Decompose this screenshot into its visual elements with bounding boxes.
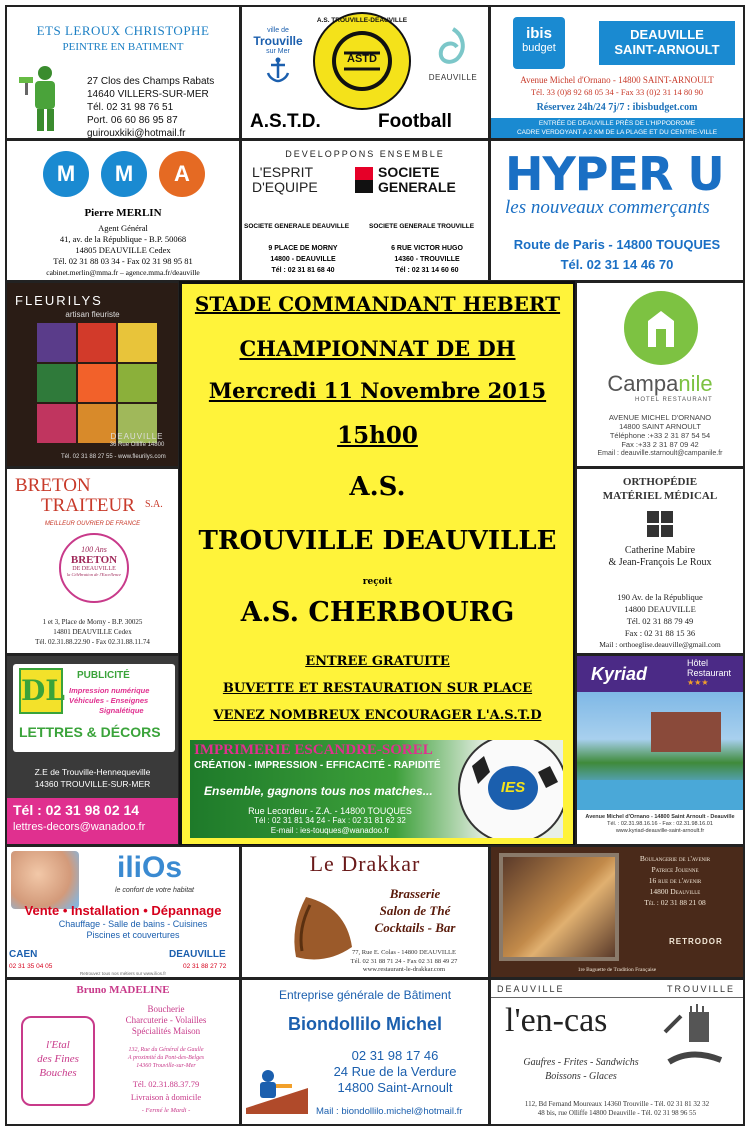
ibis-address: Avenue Michel d'Ornano - 14800 SAINT-ARNOULT — [520, 75, 714, 85]
madeline-line1: Boucherie — [147, 1004, 185, 1014]
madeline-addr2: A proximité du Pont-des-Belges — [127, 1055, 205, 1061]
ad-hyper-u — [489, 139, 745, 282]
imprimerie-tagline: CRÉATION - IMPRESSION - EFFICACITÉ - RAPIDITÉ — [194, 760, 441, 771]
leroux-subtitle: PEINTRE EN BATIMENT — [62, 41, 184, 53]
lettres-email: lettres-decors@wanadoo.fr — [13, 821, 146, 833]
match-poster — [179, 281, 576, 847]
drakkar-logo: Le Drakkar — [309, 851, 421, 876]
badge-ring-text: A.S. TROUVILLE-DEAUVILLE — [316, 17, 408, 24]
leroux-line1: 27 Clos des Champs Rabats — [87, 76, 215, 87]
fleurilys-address: 36 Rue Olliffe 14800 — [109, 442, 165, 448]
ad-campanile — [575, 281, 745, 468]
ad-imprimerie — [190, 740, 563, 838]
imprimerie-line3: E-mail : ies-touques@wanadoo.fr — [270, 826, 390, 835]
lettres-contact-box — [7, 798, 178, 844]
ibis-booking: Réservez 24h/24 7j/7 : ibisbudget.com — [536, 102, 698, 113]
campanile-name-2: nile — [678, 371, 713, 396]
breton-line2: 14801 DEAUVILLE Cedex — [53, 628, 132, 636]
ad-lettres-decors — [5, 654, 180, 846]
ad-madeline — [5, 978, 241, 1126]
sg-trouville-1: 6 RUE VICTOR HUGO — [391, 245, 463, 252]
mma-circle-2: M — [101, 151, 147, 197]
campanile-line3: Téléphone :+33 2 31 87 54 54 — [609, 431, 711, 440]
madeline-addr1: 132, Rue du Général de Gaulle — [128, 1047, 204, 1053]
ilios-deauville-phone: 02 31 88 27 72 — [183, 963, 227, 970]
boulangerie-footer: 1re Baguette de Tradition Française — [577, 967, 657, 973]
ortho-name-2: & — [608, 557, 617, 568]
boulangerie-line1: Boulangerie de l'avenir — [639, 854, 711, 863]
kyriad-line3: www.kyriad-deauville-saint-arnoult.fr — [615, 828, 705, 834]
ortho-title-1: ORTHOPÉDIE — [622, 476, 698, 488]
mma-agent-name: Pierre MERLIN — [84, 207, 162, 219]
ilios-caen: CAEN — [9, 949, 38, 960]
ad-societe-generale — [240, 139, 490, 282]
ad-astd — [240, 5, 490, 140]
hyperu-address: Route de Paris - 14800 TOUQUES — [513, 237, 721, 252]
drakkar-line-brasserie: Brasserie — [389, 886, 441, 901]
sg-trouville-3: Tél : 02 31 14 60 60 — [395, 267, 459, 274]
lettres-item3: Signalétique — [99, 706, 144, 715]
ortho-email: Mail : orthoeglise.deauville@gmail.com — [599, 640, 721, 649]
ad-ibis — [489, 5, 745, 140]
deauville-swirl-icon — [435, 27, 471, 67]
ad-leroux — [5, 5, 241, 140]
breton-line3: Tél. 02.31.88.22.90 - Fax 02.31.88.11.74 — [35, 638, 150, 646]
poster-time: 15h00 — [337, 422, 418, 449]
ad-biondollilo — [240, 978, 490, 1126]
food-icon — [661, 1002, 731, 1074]
ad-en-cas — [489, 978, 745, 1126]
boulangerie-line3: 16 rue de l'avenir — [648, 876, 702, 885]
lettres-logo-text: LETTRES & DÉCORS — [19, 724, 161, 740]
breton-name-2: TRAITEUR — [41, 495, 135, 516]
kyriad-logo: Kyriad — [591, 664, 648, 684]
madeline-delivery: Livraison à domicile — [130, 1092, 202, 1102]
boulangerie-line5: Tél : 02 31 88 21 08 — [644, 898, 706, 907]
mma-line3: Tél. 02 31 88 03 34 - Fax 02 31 98 95 81 — [53, 256, 193, 266]
campanile-email: Email : deauville.starnoult@campanile.fr — [597, 450, 723, 457]
breton-name-1: BRETON — [15, 475, 91, 496]
ortho-name-3: Jean-François Le Roux — [618, 557, 712, 568]
ilios-logo: iliOs — [117, 851, 183, 884]
encas-top-left: DEAUVILLE — [497, 984, 565, 994]
poster-free-entry: ENTREE GRATUITE — [305, 654, 450, 669]
mma-logo — [43, 151, 205, 199]
ortho-line1: 190 Av. de la République — [617, 592, 703, 602]
poster-home-1: A.S. — [349, 472, 406, 502]
ad-fleurilys — [5, 281, 180, 468]
lettres-logo-box — [13, 664, 175, 752]
drakkar-addr: 77, Rue E. Colas - 14800 DEAUVILLE — [352, 949, 456, 956]
kyriad-stars: ★★★ — [687, 678, 709, 687]
biondollilo-email: Mail : biondollilo.michel@hotmail.fr — [316, 1106, 463, 1117]
imprimerie-line1: Rue Lecordeur - Z.A. - 14800 TOUQUES — [248, 806, 412, 816]
ortho-line2: 14800 DEAUVILLE — [624, 604, 696, 614]
campanile-logo-icon — [624, 291, 698, 365]
lettres-addr1: Z.E de Trouville-Hennequeville — [34, 767, 151, 777]
encas-addr1: 112, Bd Fernand Moureaux 14360 Trouville - Tél. 02 31 81 32 32 — [524, 1100, 710, 1108]
sg-name-2: GENERALE — [378, 179, 456, 195]
imprimerie-title: IMPRIMERIE ESCANDRE-SOREL — [194, 742, 433, 758]
sg-name-1: SOCIETE — [378, 164, 440, 180]
sg-top: DEVELOPPONS ENSEMBLE — [285, 149, 445, 159]
lettres-addr2: 14360 TROUVILLE-SUR-MER — [34, 779, 151, 789]
encas-logo: l'en-cas — [505, 1002, 608, 1039]
shop-sign: l'Etal des Fines Bouches — [21, 1016, 95, 1106]
breton-line1: 1 et 3, Place de Morny - B.P. 30025 — [42, 618, 143, 626]
sg-deauville-1: 9 PLACE DE MORNY — [268, 245, 338, 252]
astd-name: A.S.T.D. — [250, 111, 321, 132]
madeline-closed: - Fermé le Mardi - — [141, 1107, 191, 1114]
encas-top-right: TROUVILLE — [667, 984, 736, 994]
ad-drakkar — [240, 845, 490, 979]
fleurilys-city: DEAUVILLE — [110, 432, 164, 441]
sg-deauville-2: 14800 - DEAUVILLE — [270, 256, 336, 263]
ilios-sub: le confort de votre habitat — [115, 887, 194, 894]
ad-orthopedie — [575, 467, 745, 655]
campanile-sub: HOTEL RESTAURANT — [635, 397, 713, 403]
sg-deauville-3: Tél : 02 31 81 68 40 — [271, 267, 335, 274]
dl-logo: DL — [19, 668, 63, 714]
badge-center: ASTD — [347, 53, 377, 65]
ilios-services-1: Chauffage - Salle de bains - Cuisines — [58, 919, 208, 929]
leroux-line4: Port. 06 60 86 95 87 — [87, 115, 178, 126]
poster-away: A.S. CHERBOURG — [240, 597, 515, 628]
madeline-addr3: 14360 Trouville-sur-Mer — [136, 1063, 196, 1069]
ortho-logo-icon — [647, 511, 673, 537]
ilios-footer: Retrouvez tous nos métiers sur www.ilios.fr — [79, 971, 167, 976]
mma-line2: 14805 DEAUVILLE Cedex — [75, 245, 171, 255]
drakkar-line-cocktails: Cocktails - Bar — [374, 920, 456, 935]
deauville-logo: DEAUVILLE — [420, 27, 486, 82]
ortho-name-1: Catherine Mabire — [624, 545, 696, 556]
mma-circle-3: A — [159, 151, 205, 197]
fleurilys-phone: Tél. 02 31 88 27 55 - www.fleurilys.com — [61, 454, 166, 460]
retrodor-logo: RETRODOR — [669, 937, 723, 946]
sg-esprit-2: D'EQUIPE — [252, 179, 318, 195]
kyriad-photo — [577, 692, 743, 810]
astd-badge — [312, 11, 412, 111]
ibis-phone: Tél. 33 (0)8 92 68 05 34 - Fax 33 (0)2 31 14 80 90 — [530, 87, 704, 97]
ortho-line4: Fax : 02 31 88 15 36 — [624, 628, 696, 638]
kyriad-h2: Restaurant — [687, 668, 732, 678]
imprimerie-slogan: Ensemble, gagnons tous nos matches... — [204, 784, 433, 798]
mma-circle-1: M — [43, 151, 89, 197]
hyperu-logo: HYPER U — [505, 147, 724, 201]
boulangerie-line4: 14800 Deauville — [649, 887, 701, 896]
leroux-title: ETS LEROUX CHRISTOPHE — [36, 23, 210, 38]
lettres-phone: Tél : 02 31 98 02 14 — [13, 802, 140, 818]
sg-trouville-2: 14360 - TROUVILLE — [394, 256, 460, 263]
anchor-icon — [263, 57, 293, 83]
fleurilys-sub: artisan fleuriste — [65, 310, 120, 319]
ilios-deauville: DEAUVILLE — [169, 949, 226, 960]
encas-addr2: 48 bis, rue Olliffe 14800 Deauville - Tél. 02 31 98 96 55 — [537, 1109, 697, 1117]
ortho-line3: Tél. 02 31 88 79 49 — [626, 616, 694, 626]
poster-date: Mercredi 11 Novembre 2015 — [208, 378, 547, 403]
biondollilo-street: 24 Rue de la Verdure — [333, 1064, 457, 1079]
poster-call: VENEZ NOMBREUX ENCOURAGER L'A.S.T.D — [213, 708, 542, 723]
madeline-line2: Charcuterie - Volailles — [125, 1015, 207, 1025]
ilios-services-2: Piscines et couvertures — [86, 930, 180, 940]
poster-food: BUVETTE ET RESTAURATION SUR PLACE — [222, 681, 533, 696]
biondollilo-title: Entreprise générale de Bâtiment — [278, 988, 452, 1002]
boulangerie-line2: Patrice Jouenne — [651, 865, 699, 874]
drakkar-phone: Tél. 02 31 88 71 24 - Fax 02 31 88 49 27 — [350, 957, 458, 965]
biondollilo-city: 14800 Saint-Arnoult — [337, 1080, 453, 1095]
biondollilo-phone: 02 31 98 17 46 — [351, 1048, 439, 1063]
encas-line1: Gaufres - Frites - Sandwichs — [523, 1057, 639, 1068]
mma-line4: cabinet.merlin@mma.fr – agence.mma.fr/deauville — [46, 268, 200, 277]
sg-logo-square — [355, 167, 373, 193]
drakkar-line-salon: Salon de Thé — [379, 903, 451, 918]
leroux-line3: Tél. 02 31 98 76 51 — [87, 102, 174, 113]
madeline-phone: Tél. 02.31.88.37.79 — [132, 1079, 200, 1089]
poster-vs: reçoit — [362, 577, 393, 587]
painter-icon — [17, 63, 65, 133]
poster-championship: CHAMPIONNAT DE DH — [239, 336, 516, 361]
sg-trouville-title: SOCIETE GENERALE TROUVILLE — [369, 223, 475, 230]
breton-badge: 100 Ans BRETON DE DEAUVILLE la Célébration de l'Excellence — [59, 533, 129, 603]
astd-sport: Football — [378, 111, 452, 132]
roofer-icon — [246, 1058, 308, 1114]
lettres-item1: Impression numérique — [69, 686, 150, 695]
mma-role: Agent Général — [98, 223, 148, 233]
kyriad-line2: Tél. : 02.31.98.16.16 - Fax : 02.31.98.16.01 — [607, 821, 713, 827]
child-photo — [11, 851, 79, 909]
ies-logo: IES — [488, 766, 538, 810]
ad-kyriad — [575, 654, 745, 846]
ad-ilios — [5, 845, 241, 979]
madeline-name: Bruno MADELINE — [76, 984, 170, 996]
ibis-title-box: DEAUVILLE SAINT-ARNOULT — [599, 21, 735, 65]
ad-breton-traiteur — [5, 467, 180, 655]
campanile-line4: Fax :+33 2 31 87 09 42 — [621, 440, 699, 449]
leroux-email: guirouxkiki@hotmail.fr — [87, 128, 186, 139]
breton-sa: S.A. — [145, 499, 163, 510]
kyriad-h1: Hôtel — [687, 658, 709, 668]
fleurilys-name: FLEURILYS — [15, 293, 103, 308]
breton-mof: MEILLEUR OUVRIER DE FRANCE — [44, 521, 141, 527]
campanile-line1: AVENUE MICHEL D'ORNANO — [608, 413, 712, 422]
imprimerie-line2: Tél : 02 31 81 34 24 - Fax : 02 31 81 62 32 — [254, 816, 406, 825]
campanile-line2: 14800 SAINT ARNOULT — [619, 422, 701, 431]
ibis-banner: ENTRÉE DE DEAUVILLE PRÈS DE L'HIPPODROME CADRE VERDOYANT A 2 KM DE LA PLAGE ET DU CENTRE-VILLE — [491, 118, 743, 138]
poster-stadium: STADE COMMANDANT HEBERT — [194, 292, 561, 316]
ibis-logo: ibis budget — [513, 17, 565, 69]
sg-deauville-title: SOCIETE GENERALE DEAUVILLE — [244, 223, 350, 230]
ad-mma — [5, 139, 241, 282]
bread-frame — [499, 853, 619, 961]
leroux-line2: 14640 VILLERS-SUR-MER — [87, 89, 209, 100]
hyperu-phone: Tél. 02 31 14 46 70 — [560, 257, 674, 272]
lettres-item2: Véhicules - Enseignes — [69, 696, 149, 705]
mma-line1: 41, av. de la République - B.P. 50068 — [59, 234, 187, 244]
ilios-title: Vente • Installation • Dépannage — [24, 903, 222, 918]
ortho-title-2: MATÉRIEL MÉDICAL — [602, 490, 718, 502]
lettres-pub: PUBLICITÉ — [77, 670, 130, 681]
ad-boulangerie — [489, 845, 745, 979]
campanile-name-1: Campa — [607, 371, 679, 396]
sg-esprit-1: L'ESPRIT — [252, 164, 314, 180]
hyperu-slogan: les nouveaux commerçants — [505, 197, 710, 218]
kyriad-header — [577, 656, 743, 692]
trouville-logo: ville de Trouville sur Mer — [248, 27, 308, 83]
madeline-line3: Spécialités Maison — [131, 1026, 201, 1036]
flower-grid — [37, 323, 157, 443]
drakkar-web: www.restaurant-le-drakkar.com — [362, 966, 446, 973]
biondollilo-name: Biondollilo Michel — [288, 1014, 442, 1034]
encas-line2: Boissons - Glaces — [545, 1071, 617, 1082]
poster-home-2: TROUVILLE DEAUVILLE — [198, 526, 557, 556]
ilios-caen-phone: 02 31 35 04 05 — [9, 963, 53, 970]
kyriad-line1: Avenue Michel d'Ornano - 14800 Saint Arnoult - Deauville — [585, 814, 735, 820]
